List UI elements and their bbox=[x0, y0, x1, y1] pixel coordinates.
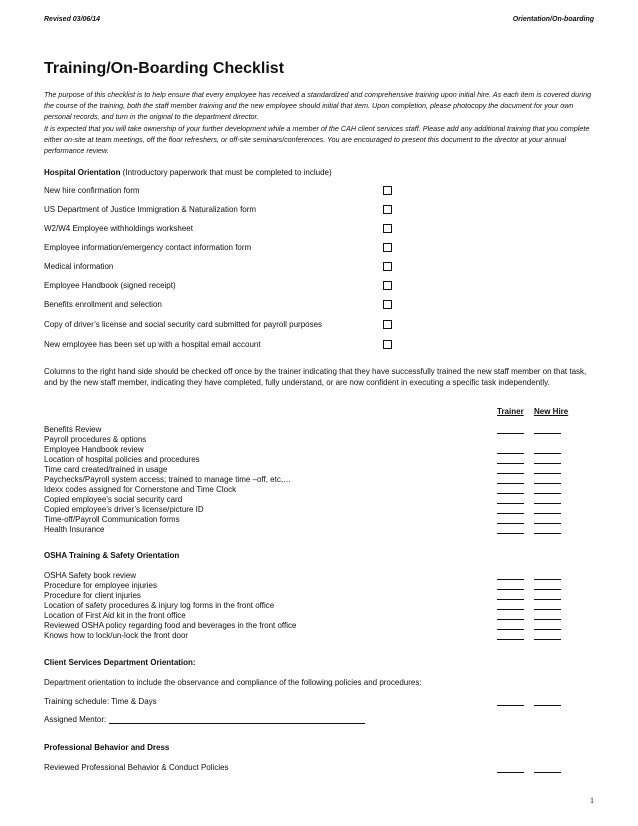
checkbox[interactable] bbox=[383, 340, 392, 349]
newhire-column-header: New Hire bbox=[534, 407, 569, 416]
newhire-initial-blank[interactable] bbox=[534, 473, 561, 474]
newhire-initial-blank[interactable] bbox=[534, 705, 561, 706]
training-item: Time-off/Payroll Communication forms bbox=[44, 515, 180, 524]
hospital-orientation-heading bbox=[44, 168, 332, 177]
revision-date: Revised 03/06/14 bbox=[44, 16, 101, 23]
checklist-item: Employee information/emergency contact information form bbox=[44, 243, 252, 252]
checklist-item: New employee has been set up with a hospital email account bbox=[44, 340, 261, 349]
newhire-initial-blank[interactable] bbox=[534, 453, 561, 454]
newhire-initial-blank[interactable] bbox=[534, 619, 561, 620]
page-title: Training/On-Boarding Checklist bbox=[44, 60, 285, 77]
trainer-initial-blank[interactable] bbox=[497, 629, 524, 630]
client-services-desc: Department orientation to include the observance and compliance of the following policies and procedures: bbox=[44, 678, 422, 687]
training-item: Paychecks/Payroll system access; trained to manage time –off, etc,… bbox=[44, 475, 292, 484]
document-category: Orientation/On-boarding bbox=[512, 16, 594, 23]
osha-item: Procedure for client injuries bbox=[44, 591, 141, 600]
newhire-initial-blank[interactable] bbox=[534, 599, 561, 600]
checkbox[interactable] bbox=[383, 186, 392, 195]
newhire-initial-blank[interactable] bbox=[534, 523, 561, 524]
training-item: Location of hospital policies and procedures bbox=[44, 455, 200, 464]
osha-item: Reviewed OSHA policy regarding food and beverages in the front office bbox=[44, 621, 297, 630]
trainer-initial-blank[interactable] bbox=[497, 772, 524, 773]
page-header bbox=[44, 16, 594, 28]
trainer-initial-blank[interactable] bbox=[497, 619, 524, 620]
assigned-mentor-field[interactable] bbox=[109, 715, 365, 724]
checklist-item: Employee Handbook (signed receipt) bbox=[44, 281, 176, 290]
newhire-initial-blank[interactable] bbox=[534, 503, 561, 504]
training-item: Copied employee’s social security card bbox=[44, 495, 183, 504]
checkbox[interactable] bbox=[383, 281, 392, 290]
professional-behavior-item: Reviewed Professional Behavior & Conduct Policies bbox=[44, 763, 229, 772]
trainer-initial-blank[interactable] bbox=[497, 589, 524, 590]
intro-paragraph-1: The purpose of this checklist is to help ensure that every employee has received a standardized and comprehensive training upon initial hire. As each item is covered during the course of the training, both the staff member training and the new employee should initial that item. Upon completion, please photocopy the document for your own personal records, and turn in the original to the department director. bbox=[44, 90, 592, 121]
training-item: Health Insurance bbox=[44, 525, 105, 534]
trainer-initial-blank[interactable] bbox=[497, 533, 524, 534]
trainer-initial-blank[interactable] bbox=[497, 483, 524, 484]
training-item: Time card created/trained in usage bbox=[44, 465, 168, 474]
newhire-initial-blank[interactable] bbox=[534, 493, 561, 494]
checkbox[interactable] bbox=[383, 205, 392, 214]
checkbox[interactable] bbox=[383, 300, 392, 309]
trainer-initial-blank[interactable] bbox=[497, 579, 524, 580]
newhire-initial-blank[interactable] bbox=[534, 579, 561, 580]
newhire-initial-blank[interactable] bbox=[534, 433, 561, 434]
osha-section-title: OSHA Training & Safety Orientation bbox=[44, 551, 180, 560]
trainer-initial-blank[interactable] bbox=[497, 705, 524, 706]
checkbox[interactable] bbox=[383, 243, 392, 252]
newhire-initial-blank[interactable] bbox=[534, 589, 561, 590]
osha-item: Location of First Aid kit in the front office bbox=[44, 611, 186, 620]
osha-item: Procedure for employee injuries bbox=[44, 581, 157, 590]
trainer-column-header: Trainer bbox=[497, 407, 524, 416]
newhire-initial-blank[interactable] bbox=[534, 629, 561, 630]
columns-instructions: Columns to the right hand side should be checked off once by the trainer indicating that they have successfully trained the new staff member on that task, and by the new staff member, indicating they have completed, fully understand, or are now confident in executing a specific task independently. bbox=[44, 367, 587, 387]
newhire-initial-blank[interactable] bbox=[534, 533, 561, 534]
trainer-initial-blank[interactable] bbox=[497, 463, 524, 464]
trainer-initial-blank[interactable] bbox=[497, 609, 524, 610]
trainer-initial-blank[interactable] bbox=[497, 453, 524, 454]
checklist-item: W2/W4 Employee withholdings worksheet bbox=[44, 224, 193, 233]
trainer-initial-blank[interactable] bbox=[497, 523, 524, 524]
newhire-initial-blank[interactable] bbox=[534, 463, 561, 464]
professional-behavior-title: Professional Behavior and Dress bbox=[44, 743, 170, 752]
training-item: Benefits Review bbox=[44, 425, 102, 434]
trainer-initial-blank[interactable] bbox=[497, 503, 524, 504]
osha-item: Knows how to lock/un-lock the front door bbox=[44, 631, 189, 640]
checklist-item: Medical information bbox=[44, 262, 114, 271]
training-item: Idexx codes assigned for Cornerstone and Time Clock bbox=[44, 485, 237, 494]
trainer-initial-blank[interactable] bbox=[497, 433, 524, 434]
client-services-title: Client Services Department Orientation: bbox=[44, 658, 196, 667]
assigned-mentor-row bbox=[44, 715, 365, 724]
newhire-initial-blank[interactable] bbox=[534, 772, 561, 773]
trainer-initial-blank[interactable] bbox=[497, 473, 524, 474]
checklist-item: US Department of Justice Immigration & Naturalization form bbox=[44, 205, 257, 214]
trainer-initial-blank[interactable] bbox=[497, 639, 524, 640]
checklist-item: Copy of driver’s license and social security card submitted for payroll purposes bbox=[44, 320, 323, 329]
trainer-initial-blank[interactable] bbox=[497, 493, 524, 494]
training-item: Payroll procedures & options bbox=[44, 435, 147, 444]
newhire-initial-blank[interactable] bbox=[534, 609, 561, 610]
trainer-initial-blank[interactable] bbox=[497, 599, 524, 600]
hospital-orientation-title: Hospital Orientation bbox=[44, 168, 121, 177]
training-item: Employee Handbook review bbox=[44, 445, 144, 454]
newhire-initial-blank[interactable] bbox=[534, 639, 561, 640]
checklist-item: New hire confirmation form bbox=[44, 186, 140, 195]
osha-item: Location of safety procedures & injury log forms in the front office bbox=[44, 601, 275, 610]
assigned-mentor-label: Assigned Mentor: bbox=[44, 715, 107, 724]
hospital-orientation-desc: (Introductory paperwork that must be completed to include) bbox=[120, 168, 332, 177]
checkbox[interactable] bbox=[383, 262, 392, 271]
checkbox[interactable] bbox=[383, 224, 392, 233]
training-item: Copied employee’s driver’s license/picture ID bbox=[44, 505, 204, 514]
trainer-initial-blank[interactable] bbox=[497, 513, 524, 514]
training-schedule-label: Training schedule: Time & Days bbox=[44, 697, 157, 706]
checklist-item: Benefits enrollment and selection bbox=[44, 300, 162, 309]
intro-paragraph-2: It is expected that you will take ownership of your further development while a member of the CAH client services staff. Please add any additional training that you complete either on-site at team meetings, off the floor refreshers, or off-site seminars/conferences. You are encouraged to present this document to the director at your annual performance review. bbox=[44, 124, 590, 155]
checkbox[interactable] bbox=[383, 320, 392, 329]
newhire-initial-blank[interactable] bbox=[534, 513, 561, 514]
osha-item: OSHA Safety book review bbox=[44, 571, 137, 580]
newhire-initial-blank[interactable] bbox=[534, 483, 561, 484]
page-number: 1 bbox=[590, 796, 594, 805]
